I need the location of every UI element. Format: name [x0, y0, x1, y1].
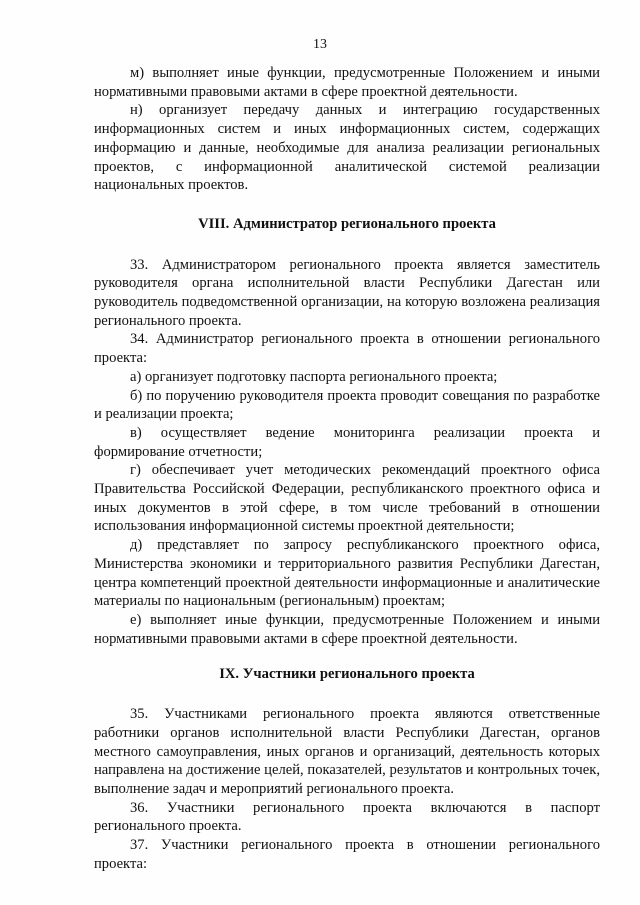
section-heading: VIII. Администратор регионального проекта	[198, 215, 496, 232]
paragraph: а) организует подготовку паспорта регионального проекта;	[130, 368, 498, 385]
paragraph: е) выполняет иные функции, предусмотренные Положением и иными нормативными правовыми актами в сфере проектной деятельности.	[94, 611, 600, 647]
paragraph: 34. Администратор регионального проекта в отношении регионального проекта:	[94, 331, 600, 367]
paragraph: г) обеспечивает учет методических рекомендаций проектного офиса Правительства Российской Федерации, республиканского проектного офиса и иных документов в этой сфере, в том числе требований в отношении использования информационной системы проектной деятельности;	[94, 462, 600, 535]
paragraph: б) по поручению руководителя проекта проводит совещания по разработке и реализации проекта;	[94, 387, 600, 423]
section-heading: IX. Участники регионального проекта	[219, 666, 475, 683]
paragraph: 33. Администратором регионального проекта является заместитель руководителя органа исполнительной власти Республики Дагестан или руководитель подведомственной организации, на которую возложена реализация регионального проекта.	[94, 256, 600, 329]
page-number: 13	[313, 37, 327, 52]
paragraph: 36. Участники регионального проекта включаются в паспорт регионального проекта.	[94, 799, 600, 835]
paragraph: 35. Участниками регионального проекта являются ответственные работники органов исполнительной власти Республики Дагестан, органов местного самоуправления, иных органов и организаций, деятельность которых направлена на достижение целей, показателей, результатов и контрольных точек, выполнение задач и мероприятий регионального проекта.	[94, 706, 600, 797]
paragraph: 37. Участники регионального проекта в отношении регионального проекта:	[94, 837, 600, 872]
paragraph: в) осуществляет ведение мониторинга реализации проекта и формирование отчетности;	[94, 424, 600, 460]
paragraph: м) выполняет иные функции, предусмотренные Положением и иными нормативными правовыми актами в сфере проектной деятельности.	[94, 65, 600, 100]
paragraph: н) организует передачу данных и интеграцию государственных информационных систем и иных информационных систем, содержащих информацию и данные, необходимые для анализа реализации региональных проектов, с информационной аналитической системой реализации национальных проектов.	[94, 102, 600, 194]
document-body	[94, 64, 600, 873]
paragraph: д) представляет по запросу республиканского проектного офиса, Министерства экономики и территориального развития Республики Дагестан, центра компетенций проектной деятельности информационные и аналитические материалы по национальным (региональным) проектам;	[94, 537, 600, 610]
